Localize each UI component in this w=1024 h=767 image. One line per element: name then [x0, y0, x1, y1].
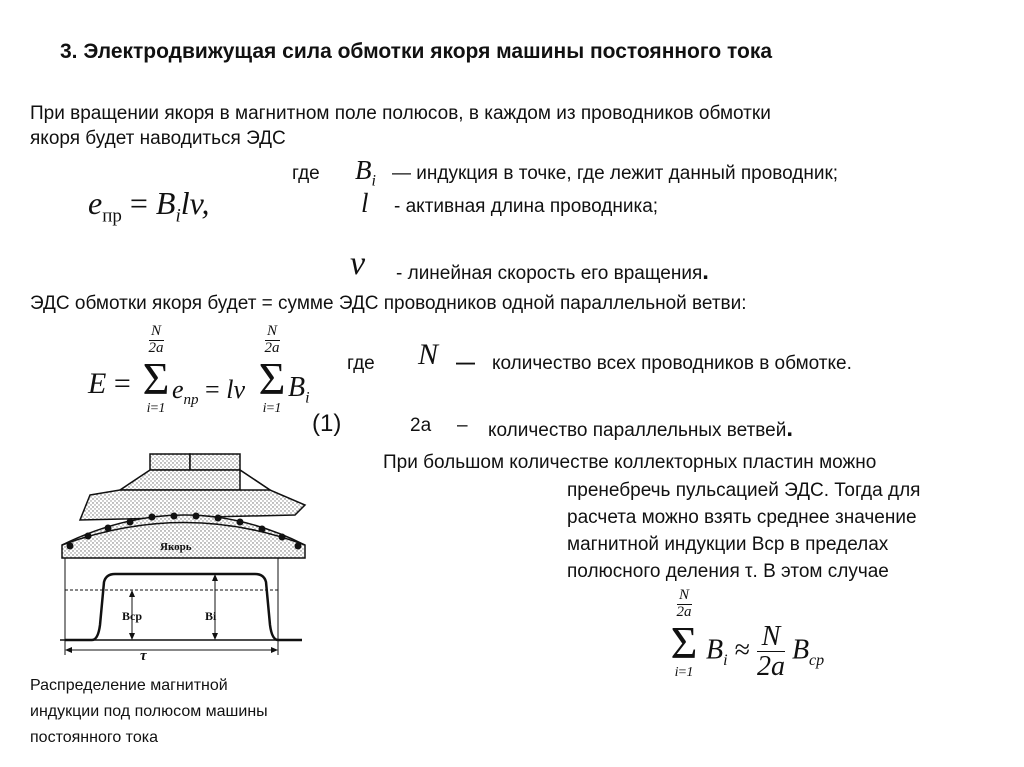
- n-description: количество всех проводников в обмотке.: [492, 353, 852, 374]
- bcp-label: Bср: [122, 609, 143, 623]
- two-a-symbol: 2а: [410, 415, 432, 436]
- pole-top: [150, 454, 190, 470]
- formula-e-pr: $e_{пр} = B_ilv$,: [88, 185, 210, 227]
- caption-line-1: Распределение магнитной: [30, 677, 228, 694]
- tau-label: τ: [140, 648, 147, 664]
- caption-line-3: постоянного тока: [30, 729, 158, 746]
- symbol-l: l: [361, 188, 369, 218]
- two-a-description: количество параллельных ветвей.: [488, 415, 794, 442]
- flux-distribution-diagram: [40, 450, 335, 665]
- paragraph-line-2: пренебречь пульсацией ЭДС. Тогда для: [567, 480, 921, 501]
- caption-line-2: индукции под полюсом машины: [30, 703, 268, 720]
- paragraph-line-1: При большом количестве коллекторных пластин можно: [383, 452, 877, 473]
- equation-number: (1): [312, 410, 342, 437]
- n-dash: —: [456, 353, 475, 374]
- page-title: 3. Электродвижущая сила обмотки якоря машины постоянного тока: [60, 40, 773, 63]
- bi-description: — индукция в точке, где лежит данный проводник;: [392, 163, 839, 184]
- sum-final: $\frac{N}{2a}$ Σ i=1: [670, 587, 698, 680]
- symbol-n: N: [418, 338, 439, 371]
- flux-curve: [65, 574, 302, 640]
- eds-sum-text: ЭДС обмотки якоря будет = сумме ЭДС проводников одной параллельной ветви:: [30, 293, 747, 314]
- final-formula-rhs: $B_i$ ≈ $\frac{N}{2a}$ $B_{cp}$: [706, 621, 825, 683]
- l-description: - активная длина проводника;: [394, 196, 659, 217]
- intro-line-1: При вращении якоря в магнитном поле полюсов, в каждом из проводников обмотки: [30, 103, 771, 124]
- where-label-2: где: [347, 353, 375, 374]
- symbol-e-big: E =: [88, 367, 131, 400]
- symbol-v: v: [350, 245, 366, 282]
- v-description: - линейная скорость его вращения.: [396, 258, 709, 285]
- sum-2: $\frac{N}{2a}$ Σ i=1: [258, 323, 286, 416]
- paragraph-line-4: магнитной индукции Вср в пределах: [567, 534, 889, 555]
- where-label-1: где: [292, 163, 320, 184]
- intro-line-2: якоря будет наводиться ЭДС: [30, 128, 286, 149]
- paragraph-line-5: полюсного деления τ. В этом случае: [567, 561, 889, 582]
- term-bi: $B_i$: [288, 372, 310, 407]
- term-e-np: $e_{пр}$ = lv: [172, 375, 245, 409]
- paragraph-line-3: расчета можно взять среднее значение: [567, 507, 917, 528]
- pole-top-right: [190, 454, 240, 470]
- armature-label: Якорь: [160, 541, 192, 553]
- bi-label: Bi: [205, 609, 217, 623]
- two-a-dash: –: [457, 415, 468, 436]
- symbol-bi: $B_i$: [355, 155, 376, 190]
- sum-1: $\frac{N}{2a}$ Σ i=1: [142, 323, 170, 416]
